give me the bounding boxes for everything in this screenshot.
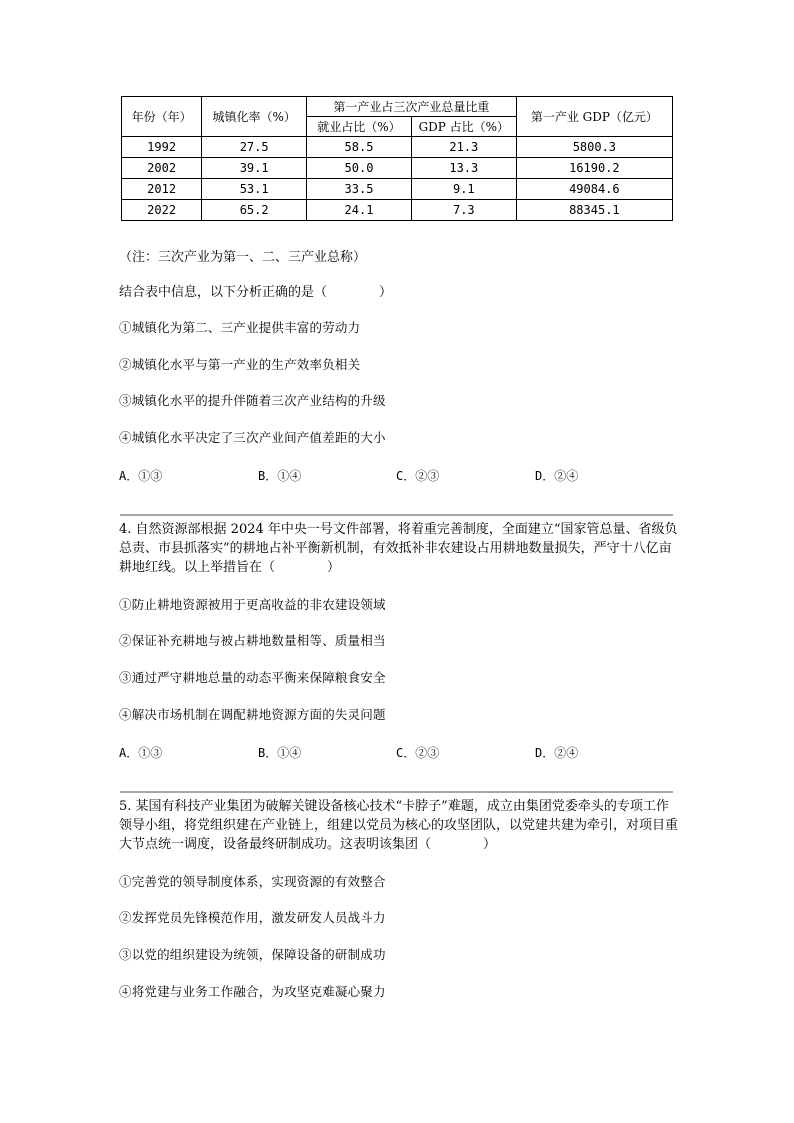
q4-item-4: ④解决市场机制在调配耕地资源方面的失灵问题 bbox=[119, 707, 386, 722]
q3-choice-b[interactable]: B．①④ bbox=[258, 469, 302, 483]
q4-item-3: ③通过严守耕地总量的动态平衡来保障粮食安全 bbox=[119, 670, 386, 685]
q4-choice-a[interactable]: A．①③ bbox=[119, 746, 163, 760]
q3-item-2: ②城镇化水平与第一产业的生产效率负相关 bbox=[119, 357, 361, 372]
table-cell: 21.3 bbox=[411, 137, 516, 158]
table-cell: 50.0 bbox=[307, 158, 412, 179]
table-cell: 39.1 bbox=[202, 158, 307, 179]
q5-item-3: ③以党的组织建设为统领，保障设备的研制成功 bbox=[119, 947, 386, 962]
header-year: 年份（年） bbox=[122, 97, 202, 137]
header-group: 第一产业占三次产业总量比重 bbox=[307, 97, 517, 117]
q4-choice-b[interactable]: B．①④ bbox=[258, 746, 302, 760]
header-urbanization: 城镇化率（%） bbox=[202, 97, 307, 137]
table-cell: 2002 bbox=[122, 158, 202, 179]
table-cell: 65.2 bbox=[202, 200, 307, 221]
table-row bbox=[122, 158, 673, 179]
divider bbox=[120, 791, 673, 793]
q3-item-3: ③城镇化水平的提升伴随着三次产业结构的升级 bbox=[119, 393, 386, 408]
q4-stem: 4. 自然资源部根据 2024 年中央一号文件部署，将着重完善制度，全面建立“国家管总量、省级负总责、市县抓落实”的耕地占补平衡新机制，有效抵补非农建设占用耕地数量损失，严守十八亿亩耕地红线。以上举措旨在（ ） bbox=[119, 522, 678, 575]
data-table bbox=[121, 96, 673, 221]
q5-item-1: ①完善党的领导制度体系，实现资源的有效整合 bbox=[119, 874, 386, 889]
header-gdp-share: GDP 占比（%） bbox=[411, 117, 516, 137]
q4-item-2: ②保证补充耕地与被占耕地数量相等、质量相当 bbox=[119, 633, 386, 648]
q4-choice-d[interactable]: D．②④ bbox=[535, 746, 579, 760]
table-cell: 1992 bbox=[122, 137, 202, 158]
header-primary-gdp: 第一产业 GDP（亿元） bbox=[516, 97, 672, 137]
q3-choice-c[interactable]: C．②③ bbox=[396, 469, 440, 483]
q4-item-1: ①防止耕地资源被用于更高收益的非农建设领域 bbox=[119, 597, 386, 612]
table-cell: 7.3 bbox=[411, 200, 516, 221]
q3-item-4: ④城镇化水平决定了三次产业间产值差距的大小 bbox=[119, 430, 386, 445]
q4-choice-c[interactable]: C．②③ bbox=[396, 746, 440, 760]
q5-stem: 5. 某国有科技产业集团为破解关键设备核心技术“卡脖子”难题，成立由集团党委牵头的专项工作领导小组，将党组织建在产业链上，组建以党员为核心的攻坚团队，以党建共建为牵引，对项目重大节点统一调度，设备最终研制成功。这表明该集团（ ） bbox=[119, 799, 679, 852]
q5-item-4: ④将党建与业务工作融合，为攻坚克难凝心聚力 bbox=[119, 984, 386, 999]
table-row bbox=[122, 179, 673, 200]
table-row bbox=[122, 200, 673, 221]
q3-choice-d[interactable]: D．②④ bbox=[535, 469, 579, 483]
table-cell: 58.5 bbox=[307, 137, 412, 158]
table-cell: 13.3 bbox=[411, 158, 516, 179]
table-cell: 53.1 bbox=[202, 179, 307, 200]
divider bbox=[120, 514, 673, 516]
table-cell: 27.5 bbox=[202, 137, 307, 158]
table-cell: 49084.6 bbox=[516, 179, 672, 200]
table-cell: 9.1 bbox=[411, 179, 516, 200]
table-cell: 5800.3 bbox=[516, 137, 672, 158]
q5-item-2: ②发挥党员先锋模范作用，激发研发人员战斗力 bbox=[119, 910, 386, 925]
table-cell: 2012 bbox=[122, 179, 202, 200]
table-cell: 24.1 bbox=[307, 200, 412, 221]
table-cell: 2022 bbox=[122, 200, 202, 221]
table-cell: 33.5 bbox=[307, 179, 412, 200]
table-row bbox=[122, 137, 673, 158]
q3-item-1: ①城镇化为第二、三产业提供丰富的劳动力 bbox=[119, 320, 361, 335]
header-employment: 就业占比（%） bbox=[307, 117, 412, 137]
table-cell: 16190.2 bbox=[516, 158, 672, 179]
table-note: （注：三次产业为第一、二、三产业总称） bbox=[119, 250, 367, 265]
q3-choice-a[interactable]: A．①③ bbox=[119, 469, 163, 483]
table-cell: 88345.1 bbox=[516, 200, 672, 221]
q3-stem: 结合表中信息，以下分析正确的是（ ） bbox=[119, 285, 393, 300]
